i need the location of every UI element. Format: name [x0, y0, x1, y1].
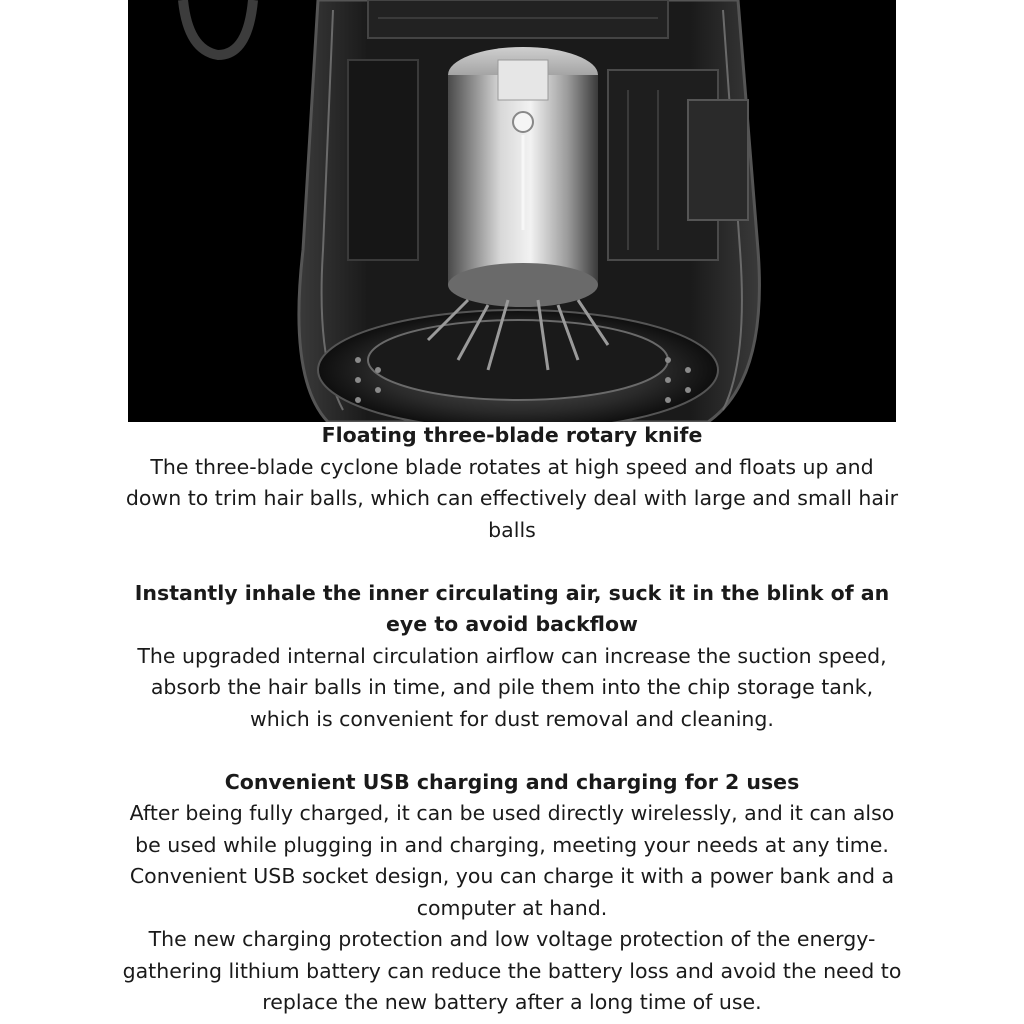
section-paragraph: The new charging protection and low voltage protection of the energy-gathering lithium battery can reduce the battery loss and avoid the need to replace the new battery after a long time of use. [122, 927, 902, 1014]
section-heading: Instantly inhale the inner circulating air, suck it in the blink of an eye to avoid backflow [134, 580, 890, 636]
section-paragraph: The upgraded internal circulation airflow can increase the suction speed, absorb the hair balls in time, and pile them into the chip storage tank, which is convenient for dust removal and cleaning. [137, 643, 887, 731]
section-spacer [120, 735, 904, 767]
section-heading: Floating three-blade rotary knife [321, 423, 703, 447]
section-spacer [120, 546, 904, 578]
section-paragraph: After being fully charged, it can be used directly wirelessly, and it can also be used while plugging in and charging, meeting your needs at any time. Convenient USB socket design, you can charge it with a power bank and a computer at hand. [129, 801, 895, 920]
description-text [120, 420, 904, 1019]
product-cutaway-image [128, 0, 896, 422]
section-paragraph: The three-blade cyclone blade rotates at high speed and floats up and down to trim hair balls, which can effectively deal with large and small hair balls [125, 454, 899, 542]
section-heading: Convenient USB charging and charging for 2 uses [224, 769, 800, 794]
